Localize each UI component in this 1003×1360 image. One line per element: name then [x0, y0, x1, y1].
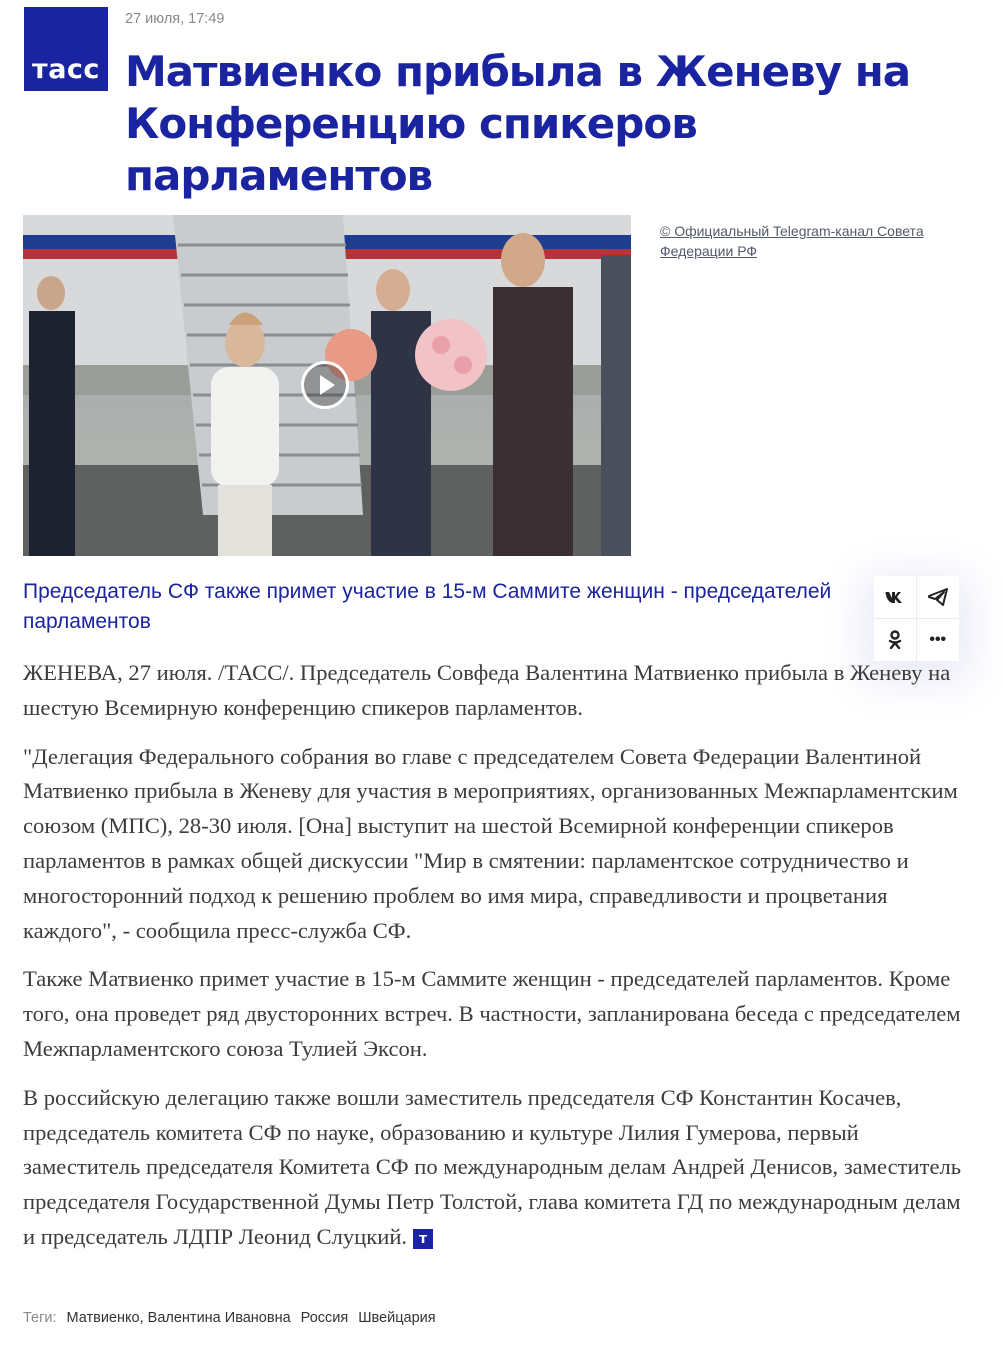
more-share-button[interactable]: •••: [929, 630, 947, 648]
ok-icon: [888, 630, 902, 650]
vk-share-button[interactable]: [874, 576, 917, 619]
play-icon: [320, 375, 335, 395]
article-paragraph: [23, 1081, 968, 1255]
article-paragraph: "Делегация Федерального собрания во главе с председателем Совета Федерации Валентиной Матвиенко прибыла в Женеву для участия в мероприятиях, организованных Межпарламентским союзом (МПС), 28-30 июля. [Она] выступит на шестой Всемирной конференции спикеров парламентов в рамках общей дискуссии "Мир в смятении: парламентское сотрудничество и многосторонний подход к решению проблем во имя мира, справедливости и процветания каждого", - сообщила пресс-служба СФ.: [23, 743, 958, 943]
tag-link[interactable]: Россия: [300, 1310, 349, 1326]
video-play-button[interactable]: [301, 361, 349, 409]
article-body: [23, 656, 968, 1269]
tag-link[interactable]: Швейцария: [358, 1310, 436, 1326]
article-date: 27 июля, 17:49: [125, 11, 225, 27]
tag-link[interactable]: Матвиенко, Валентина Ивановна: [66, 1310, 291, 1326]
photo-credit-link[interactable]: © Официальный Telegram-канал Совета Федерации РФ: [660, 223, 924, 259]
article-title: Матвиенко прибыла в Женеву на Конференцию спикеров парламентов: [125, 47, 911, 200]
tags-label: Теги:: [23, 1310, 57, 1326]
tass-logo[interactable]: тасс: [24, 7, 108, 91]
article-paragraph-text: В российскую делегацию также вошли заместитель председателя СФ Константин Косачев, председатель комитета СФ по науке, образованию и культуре Лилия Гумерова, первый заместитель председателя Комитета СФ по международным делам Андрей Денисов, заместитель председателя Государственной Думы Петр Толстой, глава комитета ГД по международным делам и председатель ЛДПР Леонид Слуцкий.: [23, 1084, 962, 1249]
article-paragraph: Также Матвиенко примет участие в 15-м Саммите женщин - председателей парламентов. Кроме того, она проведет ряд двусторонних встреч. В частности, запланирована беседа с председателем Межпарламентского союза Тулией Эксон.: [23, 966, 961, 1061]
tass-end-mark-icon: т: [413, 1229, 433, 1249]
share-panel: [874, 576, 959, 661]
ok-share-button[interactable]: [874, 619, 917, 662]
article-paragraph: ЖЕНЕВА, 27 июля. /ТАСС/. Председатель Совфеда Валентина Матвиенко прибыла в Женеву на шестую Всемирную конференцию спикеров парламентов.: [23, 660, 951, 720]
telegram-icon: [928, 588, 948, 606]
telegram-share-button[interactable]: [917, 576, 960, 619]
vk-icon: [885, 591, 905, 603]
tags-row: [23, 1310, 436, 1326]
article-lead: Председатель СФ также примет участие в 15-м Саммите женщин - председателей парламентов: [23, 580, 832, 633]
